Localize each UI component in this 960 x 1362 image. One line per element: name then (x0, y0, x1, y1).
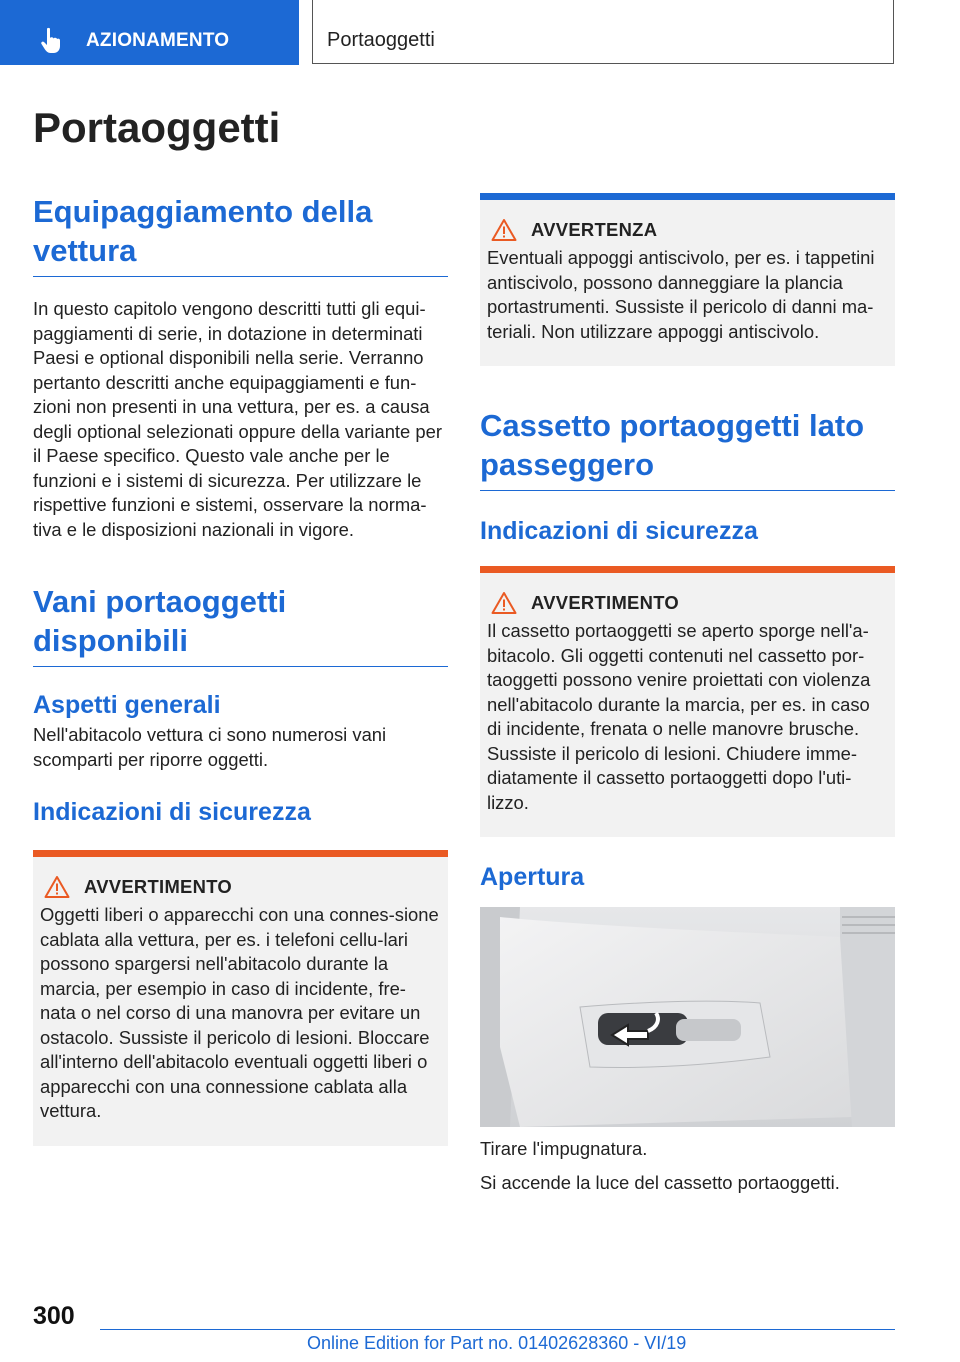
caution-header (487, 218, 888, 242)
caution-text: Eventuali appoggi antiscivolo, per es. i tappetini antiscivolo, possono danneggiare la plancia portastrumenti. Sussiste il pericolo di danni ma-teriali. Non utilizzare appoggi antiscivolo. (487, 247, 875, 342)
hand-pointer-icon (38, 26, 66, 54)
glovebox-warning-header (487, 591, 888, 615)
breadcrumb-box (312, 0, 894, 64)
warning-title: AVVERTIMENTO (84, 876, 233, 897)
equipment-heading: Equipaggiamento della vettura (33, 192, 448, 277)
glovebox-photo (480, 907, 895, 1127)
footer-divider (100, 1329, 895, 1330)
warning-box (33, 850, 448, 1146)
section-tab (0, 0, 299, 65)
glovebox-illustration (480, 907, 895, 1127)
glovebox-warning-triangle-icon (491, 591, 517, 615)
left-column (33, 100, 448, 1146)
caution-triangle-icon (491, 218, 517, 242)
warning-triangle-icon (44, 875, 70, 899)
available-compartments-heading: Vani portaoggetti disponibili (33, 582, 448, 667)
equipment-text: In questo capitolo vengono descritti tutti gli equi-paggiamenti di serie, in dotazione in determinati Paesi e optional disponibili nella serie. Verranno pertanto descritti anche equipaggiamenti e fun-zioni non presenti in una vettura, per es. a causa degli optional selezionati oppure della variante per il Paese specifico. Questo vale anche per le funzioni e i sistemi di sicurezza. Per utilizzare le rispettive funzioni e sistemi, osservare la norma-tiva e le disposizioni nazionali in vigore. (33, 298, 442, 540)
opening-heading: Apertura (480, 863, 585, 891)
page-number: 300 (33, 1302, 75, 1330)
step-light-on: Si accende la luce del cassetto portaoggetti. (480, 1171, 840, 1193)
general-text: Nell'abitacolo vettura ci sono numerosi vani scomparti per riporre oggetti. (33, 724, 387, 770)
glovebox-warning-title: AVVERTIMENTO (531, 592, 680, 613)
warning-header (40, 875, 441, 899)
warning-text: Oggetti liberi o apparecchi con una connes-sione cablata alla vettura, per es. i telefoni cellu-lari possono spargersi nell'abitacolo durante la marcia, per esempio in caso di incidente, fre-nata o nel corso di una manovra per evitare un ostacolo. Sussiste il pericolo di lesioni. Bloccare all'interno dell'abitacolo eventuali oggetti liberi o apparecchi con una connessione cablata alla vettura. (40, 904, 439, 1121)
glovebox-warning-box (480, 566, 895, 837)
step-pull-handle: Tirare l'impugnatura. (480, 1138, 648, 1159)
caution-box (480, 193, 895, 366)
caution-title: AVVERTENZA (531, 219, 658, 240)
breadcrumb: Portaoggetti (327, 29, 435, 51)
footer-edition: Online Edition for Part no. 01402628360 - VI/19 (307, 1333, 687, 1353)
glovebox-warning-text: Il cassetto portaoggetti se aperto sporge nell'a-bitacolo. Gli oggetti contenuti nel cassetto por-taoggetti possono venire proiettati con violenza nell'abitacolo durante la marcia, per es. in caso di incidente, frenata o nelle manovre brusche. Sussiste il pericolo di lesioni. Chiudere imme-diatamente il cassetto portaoggetti dopo l'uti-lizzo. (487, 620, 871, 813)
general-heading: Aspetti generali (33, 691, 221, 719)
safety-heading: Indicazioni di sicurezza (33, 798, 311, 826)
glovebox-heading: Cassetto portaoggetti lato passeggero (480, 406, 895, 491)
right-column (480, 193, 895, 1195)
page-title: Portaoggetti (33, 104, 281, 151)
glovebox-safety-heading: Indicazioni di sicurezza (480, 517, 758, 545)
section-label: AZIONAMENTO (86, 30, 230, 51)
